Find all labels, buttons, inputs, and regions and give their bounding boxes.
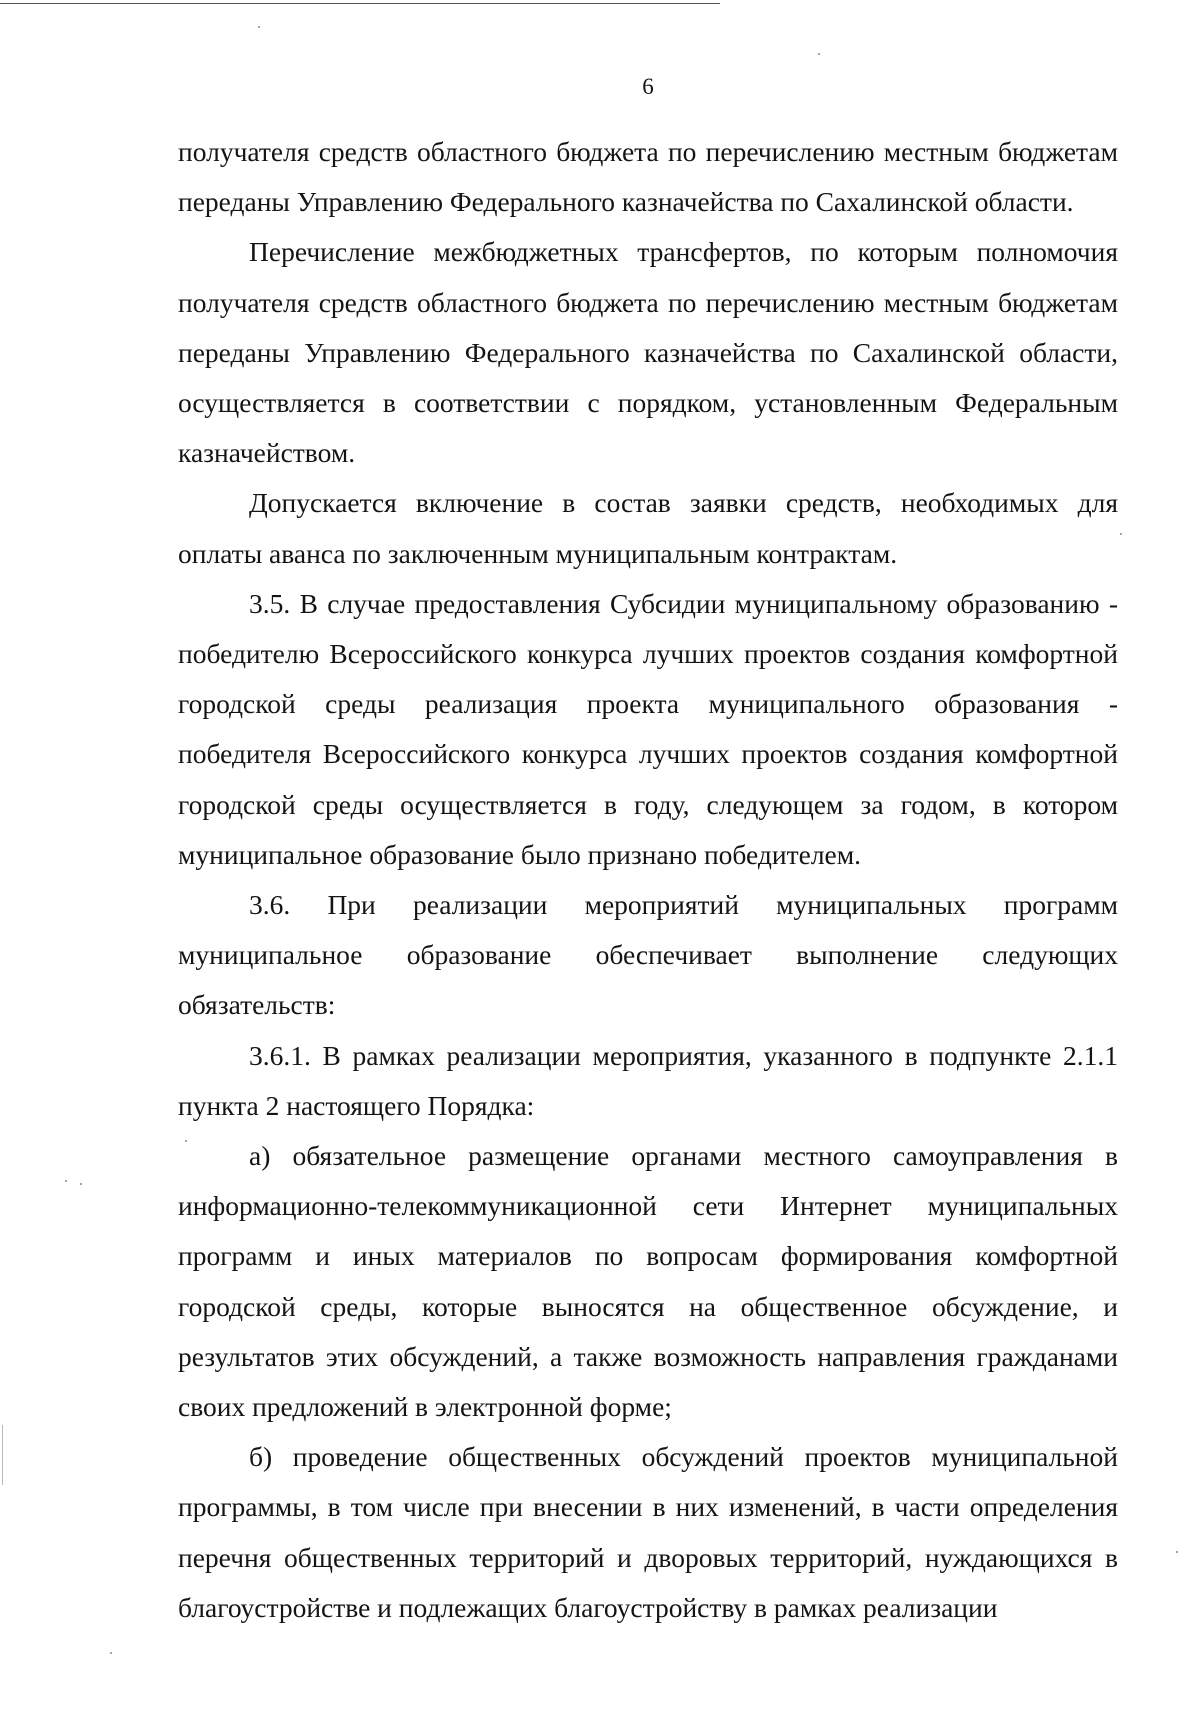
scan-speck bbox=[80, 1183, 82, 1185]
scan-speck bbox=[65, 1180, 67, 1182]
paragraph: 3.6. При реализации мероприятий муниципальных программ муниципальное образование обеспечивает выполнение следующих обязательств: bbox=[178, 889, 1118, 1021]
paragraph: Допускается включение в состав заявки средств, необходимых для оплаты аванса по заключенным муниципальным контрактам. bbox=[178, 487, 1118, 569]
scan-speck bbox=[1120, 533, 1122, 535]
paragraph: а) обязательное размещение органами местного самоуправления в информационно-телекоммуникационной сети Интернет муниципальных программ и иных материалов по вопросам формирования комфортной городской среды, которые выносятся на общественное обсуждение, и результатов этих обсуждений, а также возможность направления гражданами своих предложений в электронной форме; bbox=[178, 1140, 1118, 1423]
paragraph: 3.6.1. В рамках реализации мероприятия, указанного в подпункте 2.1.1 пункта 2 настоящего Порядка: bbox=[178, 1039, 1118, 1121]
scan-speck bbox=[2, 1425, 3, 1485]
paragraph: 3.5. В случае предоставления Субсидии муниципальному образованию - победителю Всероссийского конкурса лучших проектов создания комфортной городской среды реализация проекта муниципального образования - победителя Всероссийского конкурса лучших проектов создания комфортной городской среды осуществляется в году, следующем за годом, в котором муниципальное образование было признано победителем. bbox=[178, 587, 1118, 870]
page-number: 6 bbox=[642, 74, 654, 99]
scan-speck bbox=[110, 1652, 112, 1654]
scan-speck bbox=[1176, 1551, 1178, 1553]
paragraph: Перечисление межбюджетных трансфертов, по которым полномочия получателя средств областного бюджета по перечислению местным бюджетам переданы Управлению Федерального казначейства по Сахалинской области, осуществляется в соответствии с порядком, установленным Федеральным казначейством. bbox=[178, 236, 1118, 469]
scan-speck bbox=[818, 53, 820, 55]
document-body bbox=[178, 127, 1118, 1633]
paragraph: б) проведение общественных обсуждений проектов муниципальной программы, в том числе при внесении в них изменений, в части определения перечня общественных территорий и дворовых территорий, нуждающихся в благоустройстве и подлежащих благоустройству в рамках реализации bbox=[178, 1441, 1118, 1623]
scan-edge-line bbox=[0, 3, 720, 4]
paragraph: получателя средств областного бюджета по перечислению местным бюджетам переданы Управлению Федерального казначейства по Сахалинской области. bbox=[178, 136, 1118, 218]
scan-speck bbox=[258, 26, 260, 28]
